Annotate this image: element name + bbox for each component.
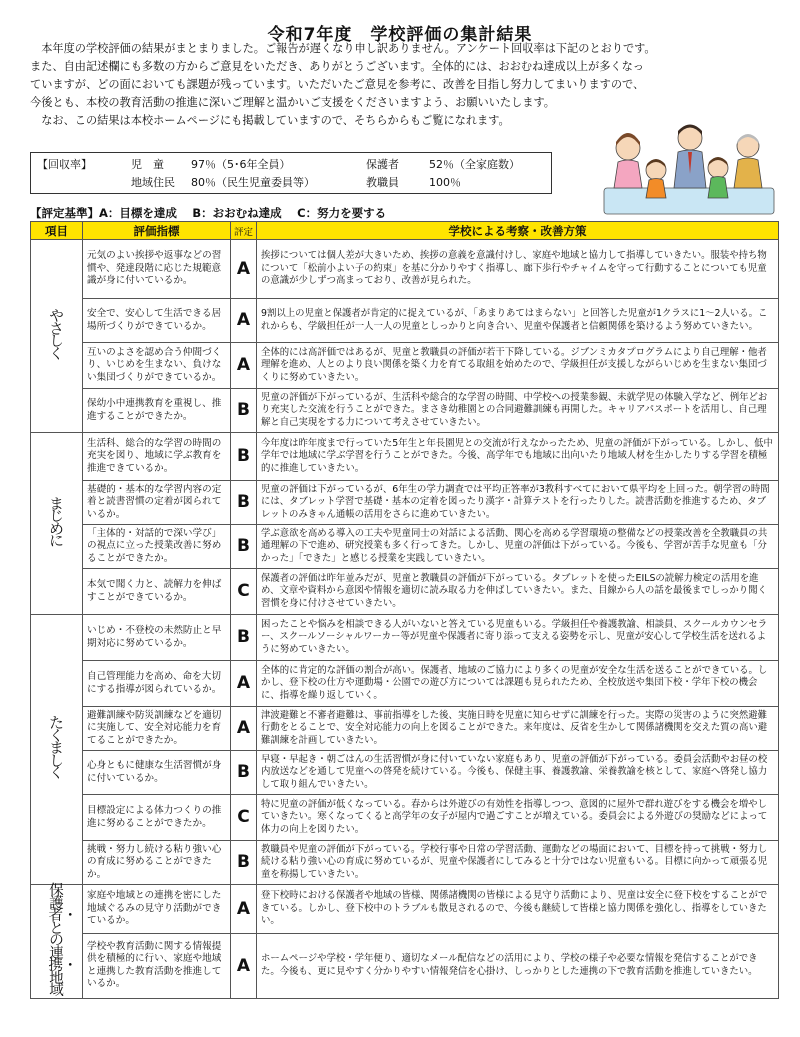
indicator-cell: 元気のよい挨拶や返事などの習慣や、発達段階に応じた規範意識が身に付いているか。: [83, 240, 231, 299]
comment-cell: 児童の評価は下がっているが、6年生の学力調査では平均正答率が3教科すべてにおいて県平均を上回った。朝学習の時間には、タブレット学習で基礎・基本の定着を図ったり漢字・計算テストを行ったりした。読書活動を推進するため、タブレットのみきゃん通帳の活用をさらに進めていきたい。: [257, 481, 779, 525]
comment-cell: 9割以上の児童と保護者が肯定的に捉えているが、「あまりあてはまらない」と回答した児童が1クラスに1～2人いる。これからも、学級担任が一人一人の児童としっかりと向き合い、児童や保護者と信頼関係を築けるよう努めていきたい。: [257, 299, 779, 343]
table-row: [31, 343, 779, 389]
grade-cell: B: [231, 389, 257, 433]
comment-cell: 教職員や児童の評価が下がっている。学校行事や日常の学習活動、運動などの場面において、目標を持って挑戦・努力し続ける粘り強い心の育成に努めているが、児童や保護者にしてみると十分ではない児童もいる。目標に向かって頑張る児童を称揚していきたい。: [257, 841, 779, 885]
comment-cell: 困ったことや悩みを相談できる人がいないと答えている児童もいる。学級担任や養護教諭、相談員、スクールカウンセラー、スクールソーシャルワーカー等が児童や保護者に寄り添って支える姿勢を示し、児童が安心して学校生活を送れるように努めていきたい。: [257, 615, 779, 661]
table-row: [31, 795, 779, 841]
comment-cell: 登下校時における保護者や地域の皆様、関係諸機関の皆様による見守り活動により、児童は安全に登下校をすることができている。しかし、登下校中のトラブルも散見されるので、今後も継続して皆様と協力関係を強化し、指導をしていきたい。: [257, 885, 779, 934]
grade-cell: C: [231, 569, 257, 615]
indicator-cell: 互いのよさを認め合う仲間づくり、いじめを生まない、負けない集団づくりができているか。: [83, 343, 231, 389]
children-label: 児 童: [131, 158, 164, 171]
grade-cell: B: [231, 525, 257, 569]
indicator-cell: 基礎的・基本的な学習内容の定着と読書習慣の定着が図られているか。: [83, 481, 231, 525]
header-comment: 学校による考察・改善方策: [257, 222, 779, 240]
evaluation-table: [30, 221, 779, 999]
comment-cell: 全体的には高評価ではあるが、児童と教職員の評価が若干下降している。ジブンミカタプログラムにより自己理解・他者理解を進め、人とのより良い関係を築く力を育てる取組を始めたので、学級担任が支援しながらいじめを生まない集団づくりに努めていきたい。: [257, 343, 779, 389]
table-row: [31, 751, 779, 795]
table-row: [31, 299, 779, 343]
comment-cell: 特に児童の評価が低くなっている。春からは外遊びの有効性を指導しつつ、意図的に屋外で群れ遊びをする機会を増やしていきたい。寒くなってくると高学年の女子が屋内で過ごすことが増えている。委員会による外遊びの奨励などによって体力の向上を図りたい。: [257, 795, 779, 841]
table-header-row: [31, 222, 779, 240]
indicator-cell: 学校や教育活動に関する情報提供を積極的に行い、家庭や地域と連携した教育活動を推進しているか。: [83, 934, 231, 998]
intro-line: また、自由記述欄にも多数の方からご意見をいただき、ありがとうございます。全体的には、おおむね達成以上が多くなっ: [30, 60, 644, 73]
intro-line: 今後とも、本校の教育活動の推進に深いご理解と温かいご支援をくださいますよう、お願いいたします。: [30, 96, 555, 109]
intro-line: なお、この結果は本校ホームページにも掲載していますので、そちらからもご覧になれます。: [41, 114, 510, 127]
indicator-cell: いじめ・不登校の未然防止と早期対応に努めているか。: [83, 615, 231, 661]
children-value: 97％（5･6年全員）: [191, 158, 291, 171]
grade-cell: B: [231, 615, 257, 661]
indicator-cell: 心身ともに健康な生活習慣が身に付いているか。: [83, 751, 231, 795]
criteria-text: A：目標を達成 B：おおむね達成 C：努力を要する: [99, 206, 387, 220]
indicator-cell: 生活科、総合的な学習の時間の充実を図り、地域に学ぶ教育を推進できているか。: [83, 433, 231, 481]
grade-cell: C: [231, 795, 257, 841]
header-indicator: 評価指標: [83, 222, 231, 240]
indicator-cell: 自己管理能力を高め、命を大切にする指導が図られているか。: [83, 661, 231, 707]
guardians-label: 保護者: [366, 158, 399, 171]
header-item: 項目: [31, 222, 83, 240]
staff-label: 教職員: [366, 176, 399, 189]
category-cell: [31, 433, 83, 615]
table-row: [31, 661, 779, 707]
criteria-label: 【評定基準】: [30, 206, 99, 220]
category-label: たくましく: [49, 716, 64, 783]
intro-line: 本年度の学校評価の結果がまとまりました。ご報告が遅くなり申し訳ありません。アンケート回収率は下記のとおりです。: [41, 42, 656, 55]
residents-label: 地域住民: [131, 176, 175, 189]
criteria-legend: [30, 205, 386, 221]
comment-cell: 津波避難と不審者避難は、事前指導をした後、実施日時を児童に知らせずに訓練を行った。実際の災害のように突然避難行動をとることで、安全対応能力の向上を図ることができた。来年度は、反省を生かして関係諸機関を交えた質の高い避難訓練を計画していきたい。: [257, 707, 779, 751]
residents-value: 80％（民生児童委員等）: [191, 176, 315, 189]
grade-cell: A: [231, 934, 257, 998]
category-label: まじめに: [49, 496, 64, 550]
comment-cell: 挨拶については個人差が大きいため、挨拶の意義を意識付けし、家庭や地域と協力して指導していきたい。服装や持ち物について「松前小よい子の約束」を基に分かりやすく指導し、廊下歩行やチャイムを守って行動することについても児童の意識が少しずつ高まっており、改善が見られた。: [257, 240, 779, 299]
indicator-cell: 本気で聞く力と、読解力を伸ばすことができているか。: [83, 569, 231, 615]
comment-cell: 今年度は昨年度まで行っていた5年生と年長園児との交流が行えなかったため、児童の評価が下がっている。しかし、低中学年では地域に学ぶ学習を行うことができた。今後、高学年でも地域に出向いたり地域人材を生かしたりする学習を積極的に推進していきたい。: [257, 433, 779, 481]
page-title: 令和7年度 学校評価の集計結果: [267, 25, 533, 45]
indicator-cell: 家庭や地域との連携を密にした地域ぐるみの見守り活動ができているか。: [83, 885, 231, 934]
table-row: [31, 569, 779, 615]
rate-label: 【回収率】: [37, 158, 92, 171]
indicator-cell: 安全で、安心して生活できる居場所づくりができているか。: [83, 299, 231, 343]
family-illustration: [598, 118, 780, 216]
table-row: [31, 707, 779, 751]
table-row: [31, 525, 779, 569]
table-row: [31, 389, 779, 433]
intro-line: ていますが、どの面においても課題が残っています。いただいたご意見を参考に、改善を目指し努力してまいりますので、: [30, 78, 645, 91]
grade-cell: A: [231, 299, 257, 343]
indicator-cell: 「主体的・対話的で深い学び」の視点に立った授業改善に努めることができたか。: [83, 525, 231, 569]
table-row: [31, 615, 779, 661]
category-cell: [31, 615, 83, 885]
table-row: [31, 934, 779, 998]
indicator-cell: 目標設定による体力つくりの推進に努めることができたか。: [83, 795, 231, 841]
intro-text: [30, 40, 780, 130]
staff-value: 100％: [429, 176, 461, 189]
grade-cell: A: [231, 885, 257, 934]
category-cell: [31, 240, 83, 433]
table-row: [31, 481, 779, 525]
grade-cell: B: [231, 841, 257, 885]
response-rate-box: [30, 152, 552, 194]
comment-cell: 児童の評価が下がっているが、生活科や総合的な学習の時間、中学校への授業参観、未就学児の体験入学など、例年どおり充実した交流を行うことができた。まさき幼稚園との合同避難訓練も再開した。キャリアパスポートを活用し、自己理解と自己実現をする力について考えさせていきたい。: [257, 389, 779, 433]
comment-cell: 保護者の評価は昨年並みだが、児童と教職員の評価が下がっている。タブレットを使ったEILSの読解力検定の活用を進め、文章や資料から意図や情報を適切に読み取る力を伸ばしていきたい。また、目線から人の話を最後までしっかり聞く習慣を身に付けさせていきたい。: [257, 569, 779, 615]
guardians-value: 52％（全家庭数）: [429, 158, 520, 171]
grade-cell: A: [231, 661, 257, 707]
indicator-cell: 避難訓練や防災訓練などを適切に実施して、安全対応能力を育てることができたか。: [83, 707, 231, 751]
grade-cell: B: [231, 481, 257, 525]
indicator-cell: 挑戦・努力し続ける粘り強い心の育成に努めることができたか。: [83, 841, 231, 885]
comment-cell: 早寝・早起き・朝ごはんの生活習慣が身に付いていない家庭もあり、児童の評価が下がっている。委員会活動やお昼の校内放送などを通して児童への啓発を続けている。今後も、保健主事、養護教諭、栄養教諭を核として、家庭へ啓発し協力して取り組んでいきたい。: [257, 751, 779, 795]
grade-cell: A: [231, 707, 257, 751]
category-cell: [31, 885, 83, 999]
indicator-cell: 保幼小中連携教育を重視し、推進することができたか。: [83, 389, 231, 433]
comment-cell: 学ぶ意欲を高める導入の工夫や児童同士の対話による活動、関心を高める学習環境の整備などの授業改善を全教職員の共通理解の下で進め、研究授業も多く行ってきた。しかし、児童の評価は下がっている。今後も、学習が苦手な児童も「分かった」「できた」と感じる授業を実践していきたい。: [257, 525, 779, 569]
table-row: [31, 885, 779, 934]
grade-cell: A: [231, 240, 257, 299]
grade-cell: A: [231, 343, 257, 389]
table-row: [31, 433, 779, 481]
header-grade: 評定: [231, 222, 257, 240]
grade-cell: B: [231, 751, 257, 795]
table-row: [31, 240, 779, 299]
comment-cell: ホームページや学校・学年便り、適切なメール配信などの活用により、学校の様子や必要な情報を発信することができた。今後も、更に見やすく分かりやすい情報発信を心掛け、しっかりとした連携の下で教育活動を推進していきたい。: [257, 934, 779, 998]
category-label: 保護者・との連携・地域: [48, 883, 78, 999]
grade-cell: B: [231, 433, 257, 481]
comment-cell: 全体的に肯定的な評価の割合が高い。保護者、地域のご協力により多くの児童が安全な生活を送ることができている。しかし、登下校の仕方や運動場・公園での遊び方については課題も見られたため、全校放送や集団下校・学年下校の機会に、指導を繰り返していく。: [257, 661, 779, 707]
table-row: [31, 841, 779, 885]
category-label: やさしく: [49, 309, 64, 363]
